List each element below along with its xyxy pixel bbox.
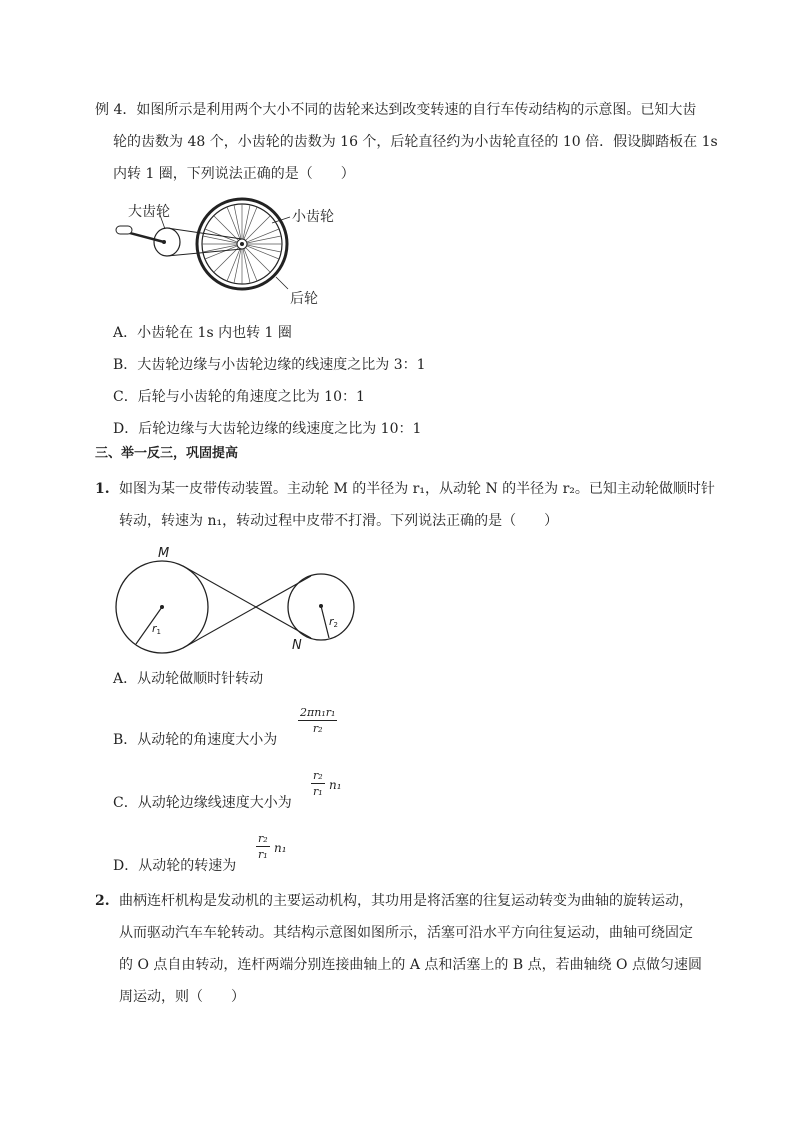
question2-line3: 的 O 点自由转动，连杆两端分别连接曲轴上的 A 点和活塞上的 B 点，若曲轴绕 O 点做匀速圆 [119,957,702,973]
formula-d-numerator: r₂ [258,832,268,845]
formula-d-tail: n₁ [274,841,287,855]
example4-line2: 轮的齿数为 48 个，小齿轮的齿数为 16 个，后轮直径约为小齿轮直径的 10 倍．假设脚踏板在 1s [113,134,718,150]
formula-c-tail: n₁ [329,778,342,792]
formula-c [311,769,325,798]
big-gear-label: 大齿轮 [128,204,170,220]
r1-subscript: 1 [156,628,161,636]
formula-b-denominator: r₂ [312,722,323,735]
section-heading: 三、举一反三，巩固提高 [95,446,239,461]
formula-c-denominator: r₁ [313,785,323,798]
rear-wheel-label: 后轮 [290,291,318,307]
question1-number: 1. [95,481,110,497]
question2-line4: 周运动，则（ ） [119,989,245,1005]
svg-text:r1 [152,622,161,636]
formula-b [298,706,337,735]
example4-option-b: B．大齿轮边缘与小齿轮边缘的线速度之比为 3：1 [113,357,426,373]
example4-line1: 例 4．如图所示是利用两个大小不同的齿轮来达到改变转速的自行车传动结构的示意图。已知大齿 [95,102,697,118]
question2-number: 2. [95,893,110,909]
question1-option-a: A．从动轮做顺时针转动 [113,671,264,687]
r2-symbol: r [329,615,334,628]
label-m: M [158,546,170,561]
question2-line1: 曲柄连杆机构是发动机的主要运动机构，其功用是将活塞的往复运动转变为曲轴的旋转运动， [119,893,693,909]
belt-drive-diagram [112,540,362,655]
question1-line2: 转动，转速为 n₁，转动过程中皮带不打滑。下列说法正确的是（ ） [119,513,559,529]
example4-option-a: A．小齿轮在 1s 内也转 1 圈 [113,325,292,341]
bicycle-diagram [112,197,352,312]
svg-text:r2 [329,615,338,629]
example4-line3: 内转 1 圈，下列说法正确的是（ ） [113,166,355,182]
question1-option-c: C．从动轮边缘线速度大小为 [113,795,292,811]
formula-d [256,832,270,861]
formula-d-denominator: r₁ [258,848,268,861]
example4-option-d: D．后轮边缘与大齿轮边缘的线速度之比为 10：1 [113,421,422,437]
question2-line2: 从而驱动汽车车轮转动。其结构示意图如图所示，活塞可沿水平方向往复运动，曲轴可绕固定 [119,925,693,941]
question1-line1: 如图为某一皮带传动装置。主动轮 M 的半径为 r₁，从动轮 N 的半径为 r₂。已知主动轮做顺时针 [119,481,715,497]
formula-c-numerator: r₂ [313,769,323,782]
question1-option-d: D．从动轮的转速为 [113,858,237,874]
question1-option-b: B．从动轮的角速度大小为 [113,732,278,748]
example4-option-c: C．后轮与小齿轮的角速度之比为 10：1 [113,389,365,405]
small-gear-label: 小齿轮 [292,209,334,225]
r1-symbol: r [152,622,157,635]
r2-subscript: 2 [333,621,338,629]
label-n: N [292,638,302,653]
formula-b-numerator: 2πn₁r₁ [300,706,336,719]
